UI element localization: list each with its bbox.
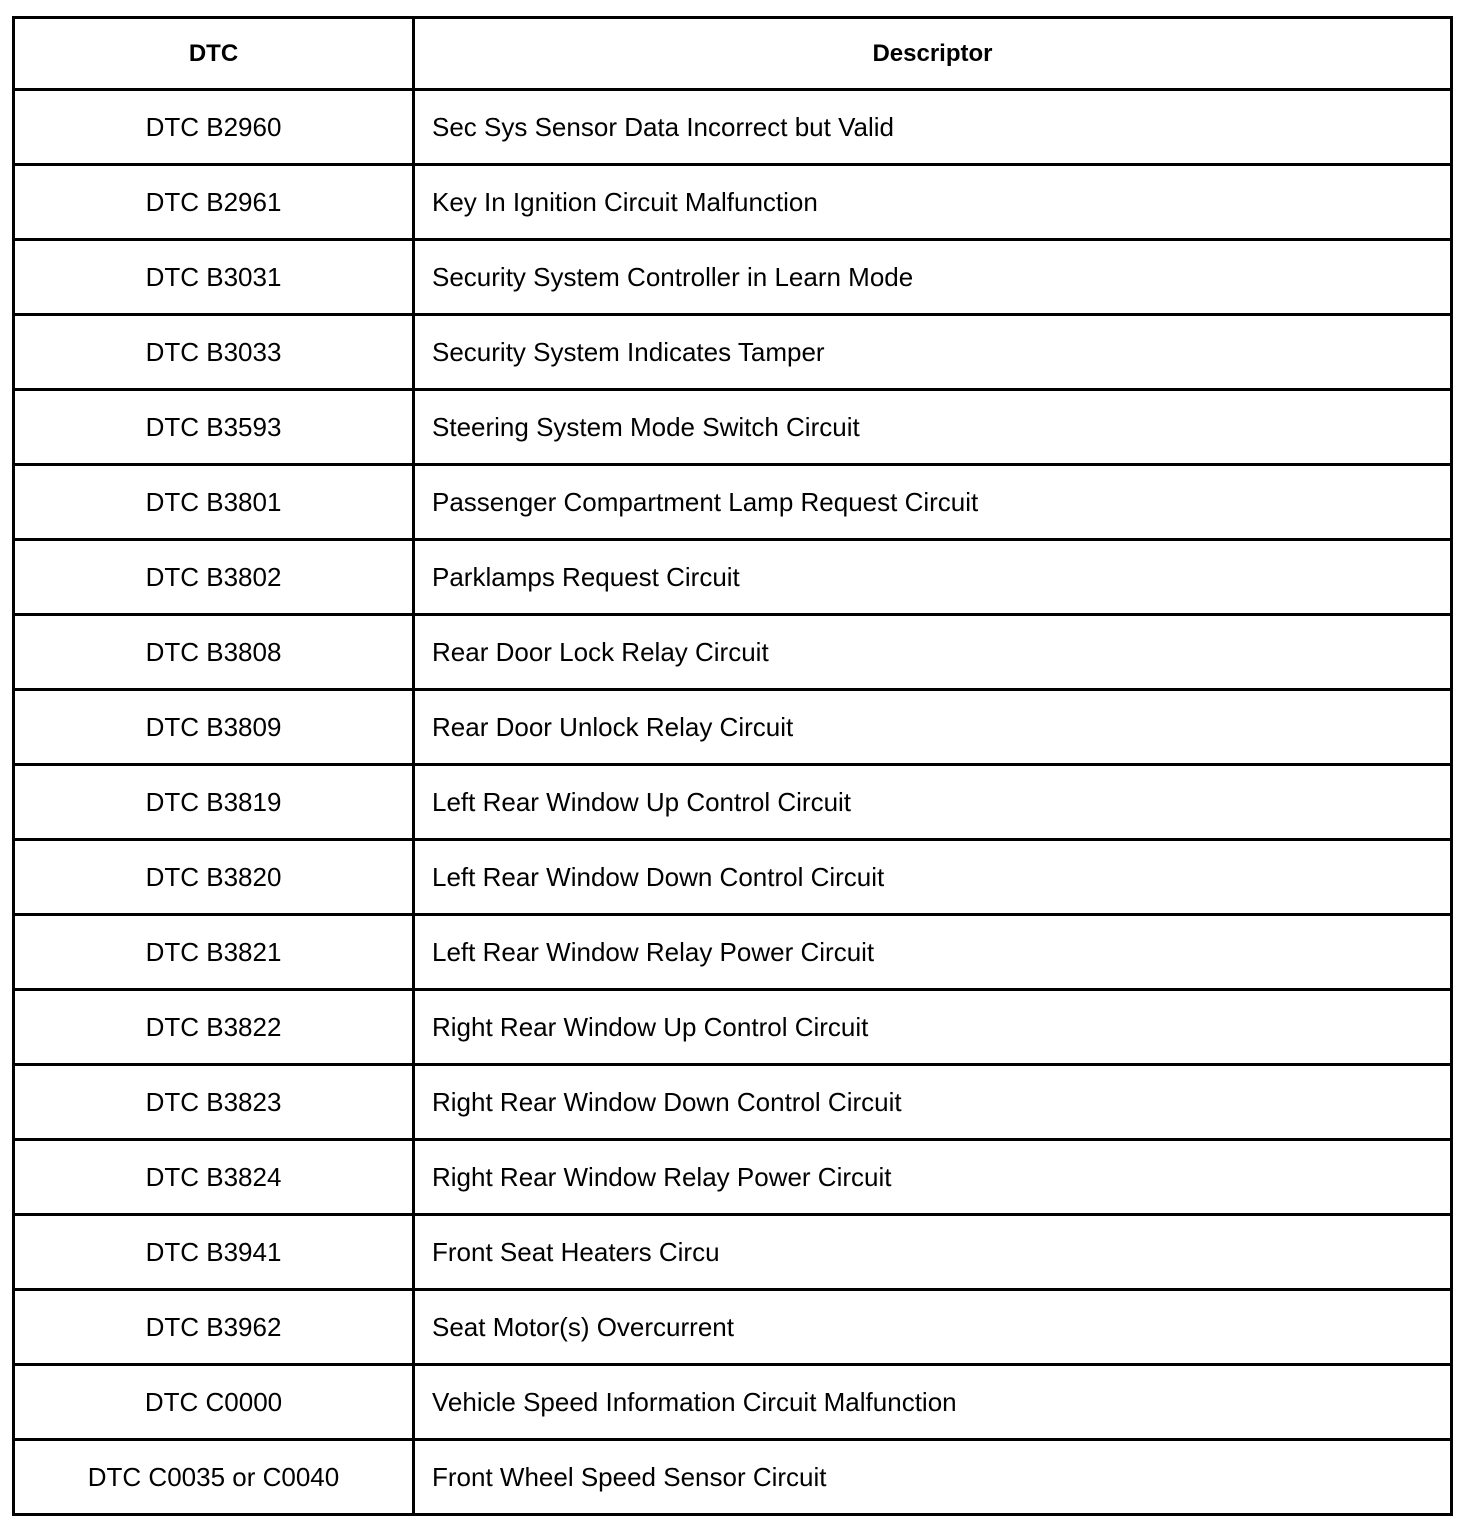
dtc-code-cell: DTC B3822 <box>14 990 414 1065</box>
dtc-code-cell: DTC B3808 <box>14 615 414 690</box>
dtc-code-cell: DTC B3809 <box>14 690 414 765</box>
descriptor-cell: Right Rear Window Relay Power Circuit <box>414 1140 1452 1215</box>
table-row <box>14 915 1452 990</box>
dtc-code-cell: DTC B3821 <box>14 915 414 990</box>
descriptor-cell: Steering System Mode Switch Circuit <box>414 390 1452 465</box>
table-header <box>14 18 1452 90</box>
descriptor-cell: Key In Ignition Circuit Malfunction <box>414 165 1452 240</box>
table-row <box>14 1215 1452 1290</box>
dtc-code-cell: DTC B3819 <box>14 765 414 840</box>
descriptor-cell: Security System Controller in Learn Mode <box>414 240 1452 315</box>
header-dtc: DTC <box>14 18 414 90</box>
table-row <box>14 315 1452 390</box>
table-row <box>14 690 1452 765</box>
table-row <box>14 1440 1452 1515</box>
descriptor-cell: Sec Sys Sensor Data Incorrect but Valid <box>414 90 1452 165</box>
table-row <box>14 1290 1452 1365</box>
dtc-code-cell: DTC B3823 <box>14 1065 414 1140</box>
table-row <box>14 765 1452 840</box>
descriptor-cell: Vehicle Speed Information Circuit Malfunction <box>414 1365 1452 1440</box>
table-row <box>14 1065 1452 1140</box>
descriptor-cell: Rear Door Lock Relay Circuit <box>414 615 1452 690</box>
dtc-code-cell: DTC B3593 <box>14 390 414 465</box>
descriptor-cell: Left Rear Window Down Control Circuit <box>414 840 1452 915</box>
table-row <box>14 165 1452 240</box>
descriptor-cell: Front Wheel Speed Sensor Circuit <box>414 1440 1452 1515</box>
table-row <box>14 465 1452 540</box>
table-row <box>14 90 1452 165</box>
table-row <box>14 1140 1452 1215</box>
table-row <box>14 990 1452 1065</box>
descriptor-cell: Right Rear Window Up Control Circuit <box>414 990 1452 1065</box>
table-row <box>14 615 1452 690</box>
dtc-code-cell: DTC B3033 <box>14 315 414 390</box>
dtc-code-cell: DTC B3820 <box>14 840 414 915</box>
descriptor-cell: Parklamps Request Circuit <box>414 540 1452 615</box>
dtc-code-cell: DTC B3801 <box>14 465 414 540</box>
table-body <box>14 90 1452 1515</box>
table-row <box>14 1365 1452 1440</box>
table-row <box>14 840 1452 915</box>
table-row <box>14 540 1452 615</box>
dtc-code-cell: DTC B2961 <box>14 165 414 240</box>
dtc-code-cell: DTC B3941 <box>14 1215 414 1290</box>
descriptor-cell: Rear Door Unlock Relay Circuit <box>414 690 1452 765</box>
dtc-code-cell: DTC B3962 <box>14 1290 414 1365</box>
dtc-table <box>12 16 1453 1516</box>
dtc-code-cell: DTC B2960 <box>14 90 414 165</box>
dtc-code-cell: DTC B3031 <box>14 240 414 315</box>
dtc-code-cell: DTC B3824 <box>14 1140 414 1215</box>
descriptor-cell: Passenger Compartment Lamp Request Circuit <box>414 465 1452 540</box>
table-row <box>14 390 1452 465</box>
descriptor-cell: Left Rear Window Relay Power Circuit <box>414 915 1452 990</box>
header-descriptor: Descriptor <box>414 18 1452 90</box>
descriptor-cell: Seat Motor(s) Overcurrent <box>414 1290 1452 1365</box>
descriptor-cell: Security System Indicates Tamper <box>414 315 1452 390</box>
descriptor-cell: Right Rear Window Down Control Circuit <box>414 1065 1452 1140</box>
dtc-code-cell: DTC B3802 <box>14 540 414 615</box>
descriptor-cell: Front Seat Heaters Circu <box>414 1215 1452 1290</box>
descriptor-cell: Left Rear Window Up Control Circuit <box>414 765 1452 840</box>
dtc-code-cell: DTC C0035 or C0040 <box>14 1440 414 1515</box>
table-row <box>14 240 1452 315</box>
header-row <box>14 18 1452 90</box>
dtc-code-cell: DTC C0000 <box>14 1365 414 1440</box>
